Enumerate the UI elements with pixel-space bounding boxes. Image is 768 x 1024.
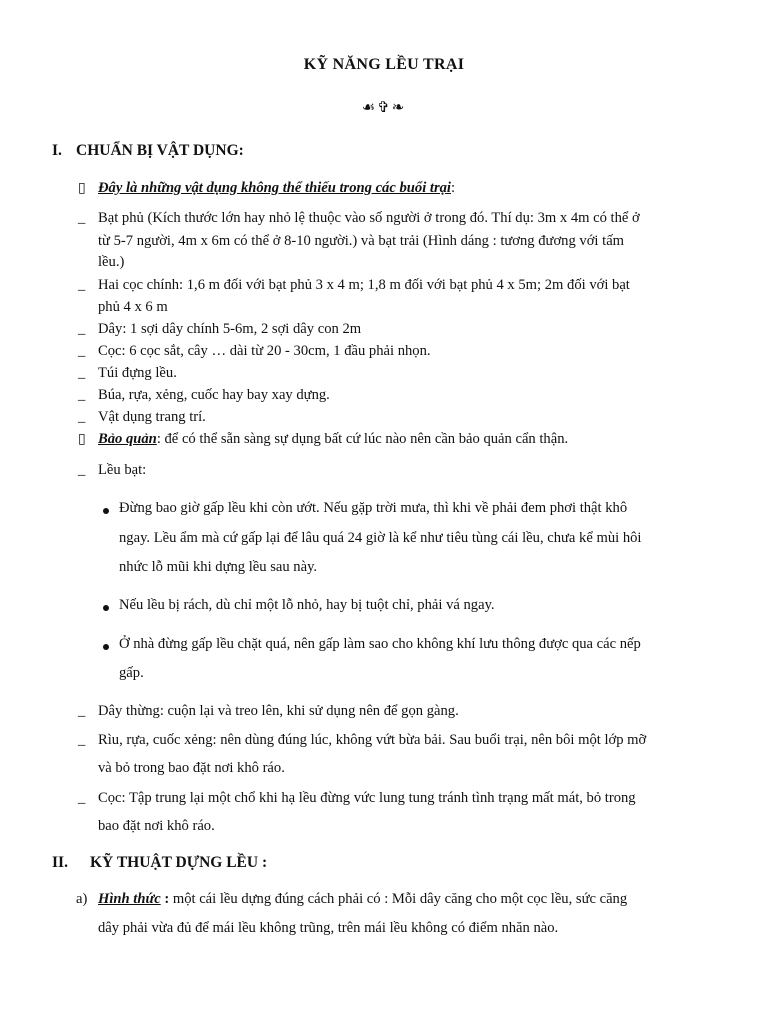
- list-dash: _: [78, 409, 86, 425]
- bullet-line: gấp.: [119, 665, 144, 681]
- list-item-line: Bạt phủ (Kích thước lớn hay nhỏ lệ thuộc vào số người ở trong đó. Thí dụ: 3m x 4m có thể ở: [98, 210, 640, 226]
- intro-colon: :: [450, 180, 456, 196]
- section-2-number: II.: [52, 854, 68, 871]
- section-1-title: CHUẨN BỊ VẬT DỤNG:: [76, 142, 244, 159]
- list-item-line: từ 5-7 người, 4m x 6m có thể ở 8-10 người.) và bạt trải (Hình dáng : tương đương với tấm: [98, 233, 625, 249]
- list-item-line: Cọc: 6 cọc sắt, cây … dài từ 20 - 30cm, 1 đầu phải nhọn.: [98, 343, 431, 359]
- intro-line: [98, 180, 455, 197]
- preserve-marker-icon: ▯: [78, 432, 86, 447]
- item-a-colon: :: [160, 891, 170, 907]
- intro-text: Đây là những vật dụng không thể thiếu trong các buổi trại: [98, 180, 451, 196]
- bullet-line: ngay. Lều ẩm mà cứ gấp lại để lâu quá 24 giờ là kể như tiêu tùng cái lều, chưa kể mùi hôi: [119, 530, 642, 546]
- list-dash: _: [78, 343, 86, 359]
- item-a-text: một cái lều dựng đúng cách phải có : Mỗi dây căng cho một cọc lều, sức căng: [169, 891, 628, 907]
- intro-marker-icon: ▯: [78, 181, 86, 196]
- list-item-line: Dây thừng: cuộn lại và treo lên, khi sử dụng nên để gọn gàng.: [98, 703, 459, 719]
- section-2-title: KỸ THUẬT DỰNG LỀU :: [90, 854, 268, 871]
- list-item-line: lều.): [98, 254, 125, 270]
- list-item-line: bao đặt nơi khô ráo.: [98, 818, 215, 834]
- list-item-line: Vật dụng trang trí.: [98, 409, 206, 425]
- document-title: KỸ NĂNG LỀU TRẠI: [303, 56, 465, 73]
- list-dash: _: [78, 790, 86, 806]
- tent-label: Lều bạt:: [98, 462, 147, 478]
- list-dash: _: [78, 387, 86, 403]
- preserve-text: : để có thể sẵn sàng sự dụng bất cứ lúc nào nên cần bảo quản cẩn thận.: [156, 431, 569, 447]
- list-dash: _: [78, 365, 86, 381]
- bullet-icon: [103, 644, 109, 650]
- list-item-line: phủ 4 x 6 m: [98, 299, 168, 315]
- list-dash: _: [78, 462, 86, 478]
- list-item-line: Hai cọc chính: 1,6 m đối với bạt phủ 3 x 4 m; 1,8 m đối với bạt phủ 4 x 5m; 2m đối với bạt: [98, 277, 630, 293]
- list-item-line: Cọc: Tập trung lại một chổ khi hạ lều đừng vức lung tung tránh tình trạng mất mát, bỏ trong: [98, 790, 636, 806]
- bullet-line: Nếu lều bị rách, dù chỉ một lỗ nhỏ, hay bị tuột chỉ, phải vá ngay.: [119, 597, 495, 613]
- bullet-icon: [103, 605, 109, 611]
- item-a-letter: a): [76, 891, 88, 907]
- list-dash: _: [78, 321, 86, 337]
- bullet-line: Ở nhà đừng gấp lều chặt quá, nên gấp làm sao cho không khí lưu thông được qua các nếp: [119, 636, 641, 652]
- item-a-line: [98, 891, 627, 908]
- list-item-line: Túi đựng lều.: [98, 365, 177, 381]
- list-item-line: Rìu, rựa, cuốc xẻng: nên dùng đúng lúc, không vứt bừa bải. Sau buổi trại, nên bôi một lớp mỡ: [98, 732, 647, 748]
- section-2-heading: [52, 854, 267, 872]
- list-item-line: và bỏ trong bao đặt nơi khô ráo.: [98, 760, 285, 776]
- bullet-line: nhức lỗ mũi khi dựng lều sau này.: [119, 559, 318, 575]
- list-item-line: Dây: 1 sợi dây chính 5-6m, 2 sợi dây con 2m: [98, 321, 362, 337]
- list-dash: _: [78, 210, 86, 226]
- list-dash: _: [78, 732, 86, 748]
- ornament-divider: ☙✞❧: [361, 100, 407, 116]
- section-1-number: I.: [52, 142, 62, 159]
- item-a-label: Hình thức: [98, 891, 161, 907]
- preserve-line: [98, 431, 568, 448]
- list-item-line: Búa, rựa, xẻng, cuốc hay bay xay dựng.: [98, 387, 330, 403]
- bullet-icon: [103, 508, 109, 514]
- item-a-line-2: dây phải vừa đủ để mái lều không trũng, trên mái lều không có điểm nhăn nào.: [98, 920, 559, 936]
- preserve-label: Bảo quản: [98, 431, 157, 447]
- bullet-line: Đừng bao giờ gấp lều khi còn ướt. Nếu gặp trời mưa, thì khi về phải đem phơi thật khô: [119, 500, 628, 516]
- section-1-heading: [52, 142, 244, 160]
- list-dash: _: [78, 277, 86, 293]
- list-dash: _: [78, 703, 86, 719]
